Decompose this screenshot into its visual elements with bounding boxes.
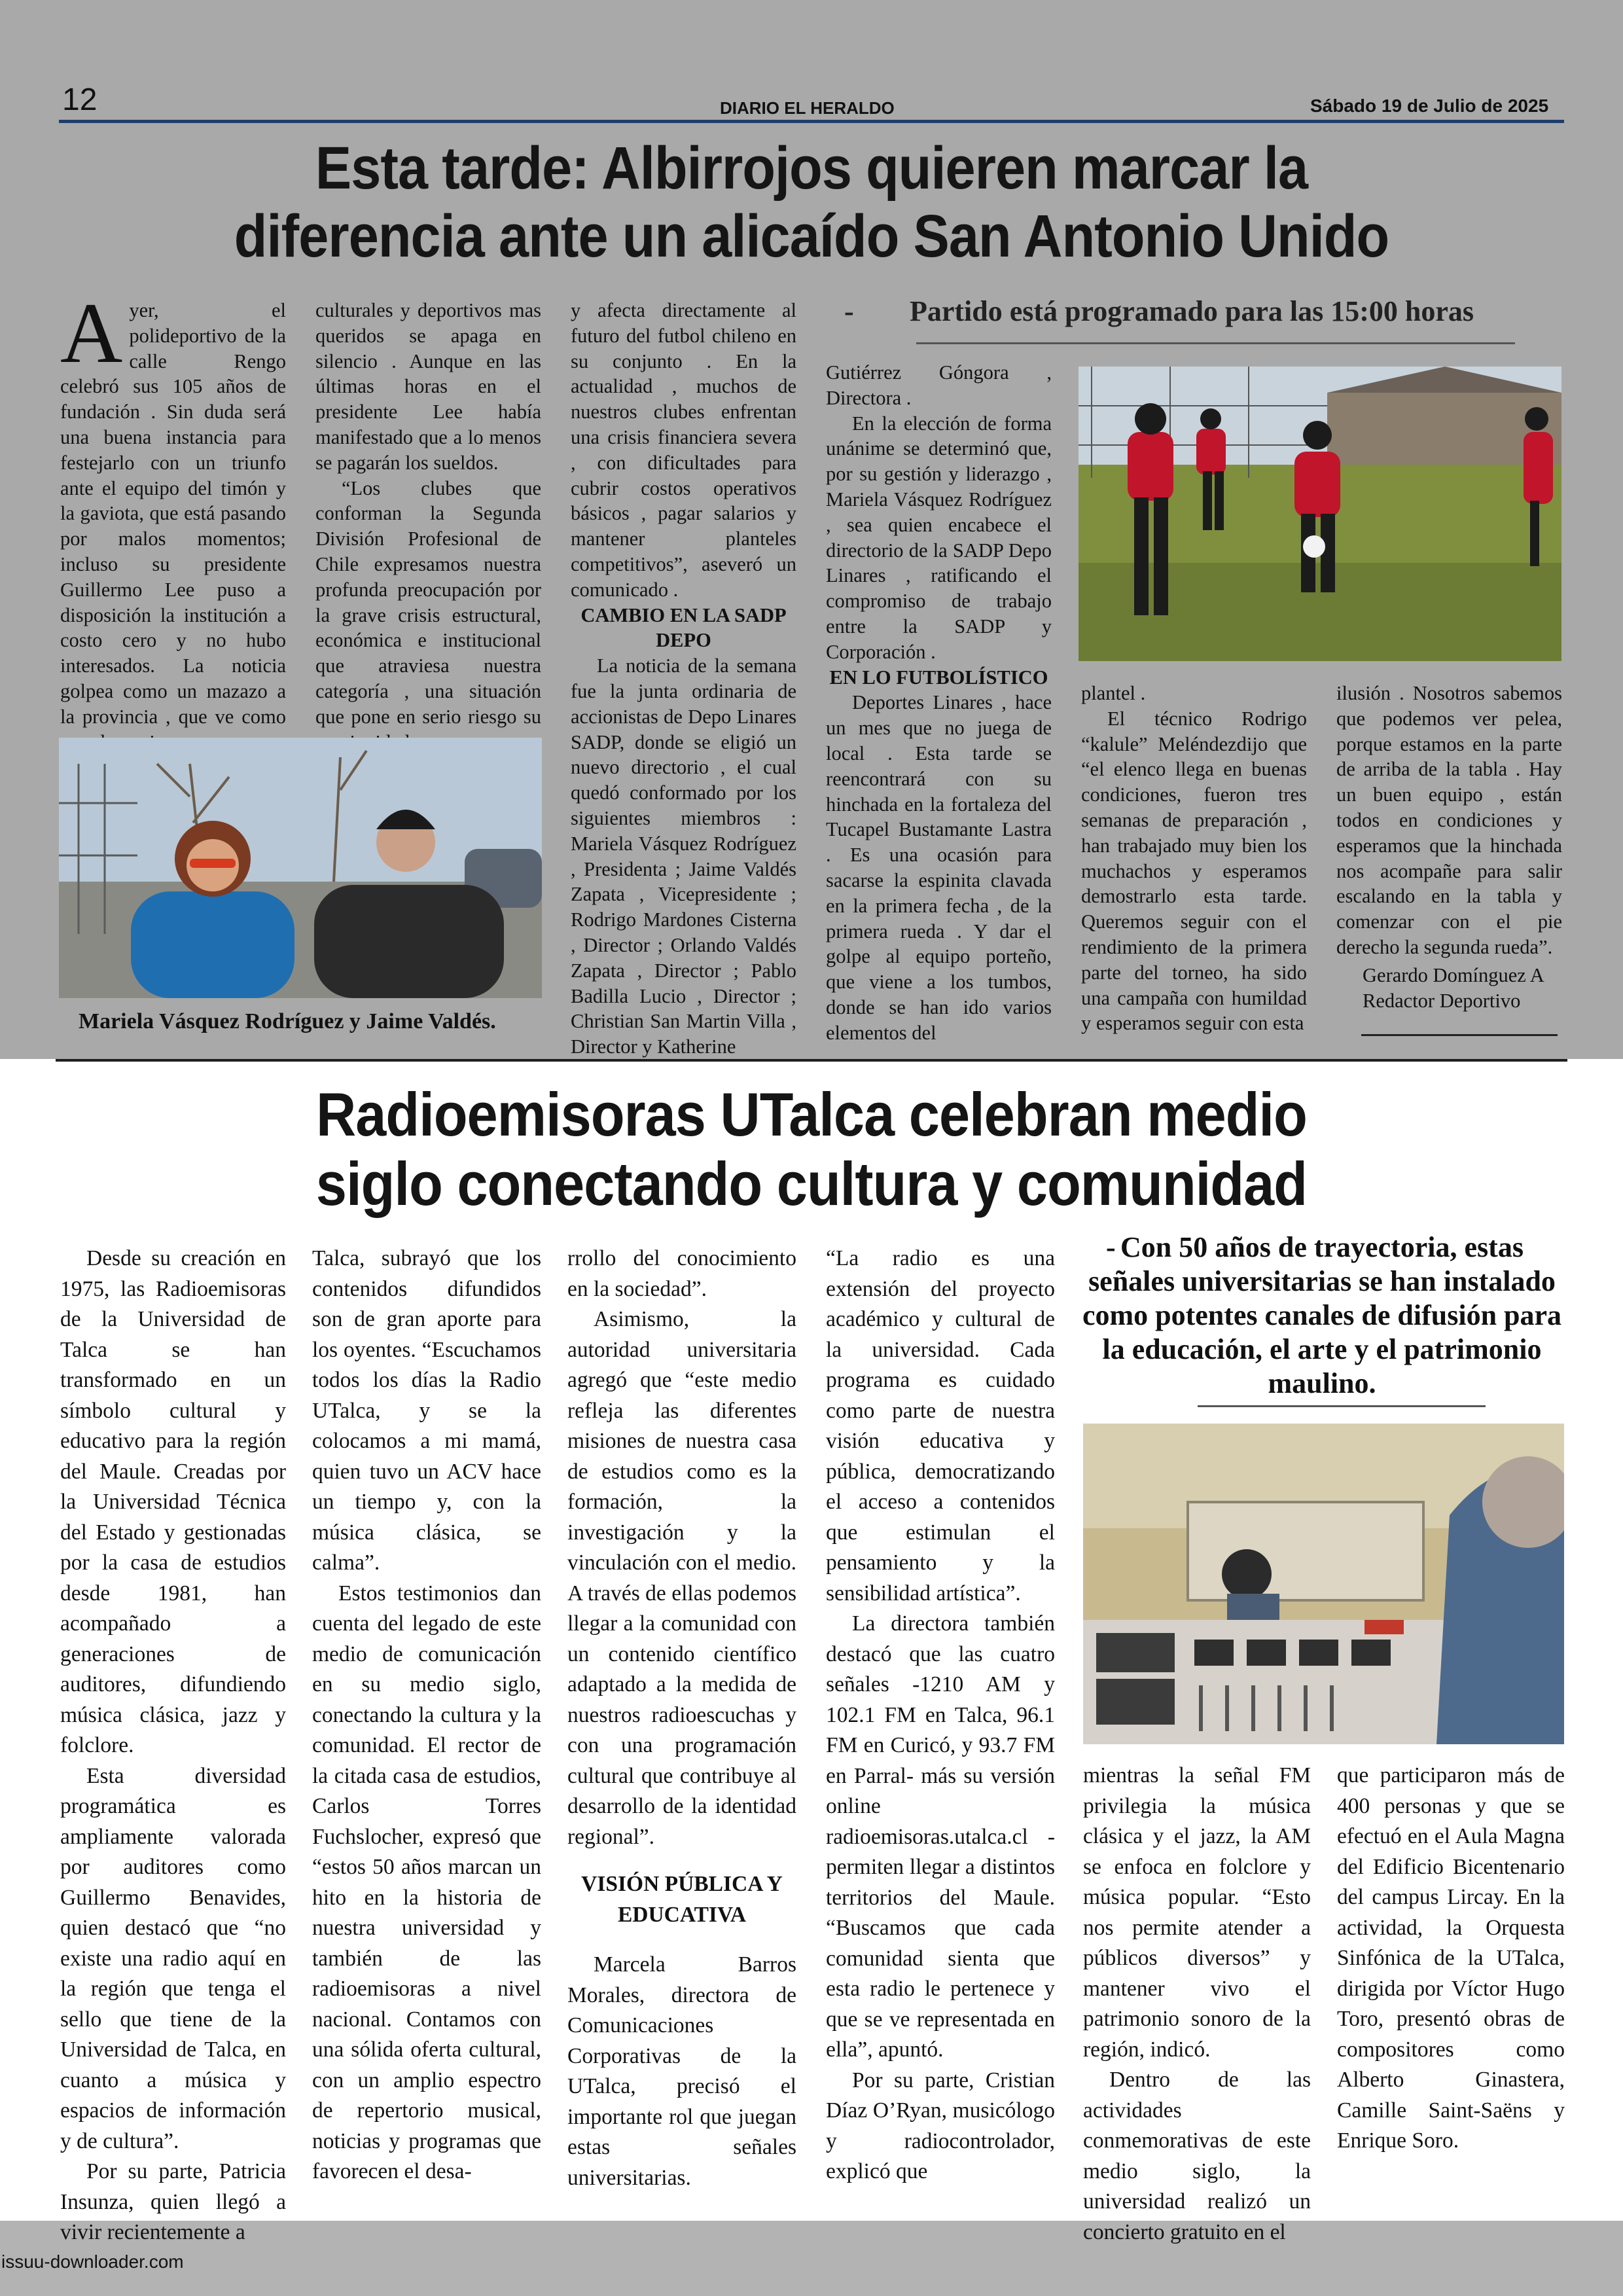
article1-col4-p3: Deportes Linares , hace un mes que no juega de local . Esta tarde se reencontrará con su hinchada en la fortaleza del Tucapel Bustamante Lastra . Es una ocasión para sacarse la espinita clavada en la primera fecha , de la primera rueda . Y dar el golpe al equipo porteño, que viene a los tumbos, donde se han ido varios elementos del: [826, 691, 1052, 1044]
article1-kicker: [844, 295, 1571, 328]
article2-subhead-vision: VISIÓN PÚBLICA Y EDUCATIVA: [581, 1872, 783, 1927]
article2-kicker-rule: [1198, 1405, 1486, 1407]
article1-column-5: [1081, 681, 1307, 1036]
radio-studio-photo: [1083, 1424, 1564, 1744]
page-number: 12: [62, 82, 98, 117]
article2-col2-p1: Talca, subrayó que los contenidos difundidos son de gran aporte para los oyentes. “Escuchamos todos los días la Radio UTalca, y se la colocamos a mi mamá, quien tuvo un ACV hace un tiempo y, con la música clásica, se calma”.: [312, 1246, 541, 1575]
article2-column-5: [1083, 1761, 1311, 2248]
article1-kicker-dash: -: [844, 295, 854, 327]
article1-col2-p2: “Los clubes que conforman la Segunda División Profesional de Chile expresamos nuestra profunda preocupación por la grave crisis estructural, económica e institucional que atraviesa nuestra categoría , una situación que pone en serio riesgo su: [315, 476, 541, 728]
article2-col2-p2: Estos testimonios dan cuenta del legado de este medio de comunicación en su medio siglo, conectando la cultura y la comunidad. El rector de la citada casa de estudios, Carlos Torres Fuchslocher, expresó que “estos 50 años marcan un hito en la historia de nuestra universidad y también de las radioemisoras a nivel nacional. Contamos con una sólida oferta cultural, con un amplio espectro de repertorio musical, noticias y programas que favorecen el desa-: [312, 1581, 541, 2183]
article2-col4-p2: La directora también destacó que las cuatro señales -1210 AM y 102.1 FM en Talca, 96.1 FM en Curicó, y 93.7 FM en Parral- más su versión online radioemisoras.utalca.cl - permiten llegar a distintos territorios del Maule. “Buscamos que cada comunidad sienta que esta radio le pertenece y que se ve representada en ella”, apuntó.: [826, 1611, 1055, 2062]
article2-column-2: [312, 1244, 541, 2187]
football-training-photo: [1079, 367, 1561, 661]
article1-headline: [134, 134, 1489, 270]
article1-column-6: [1336, 681, 1562, 1013]
article2-col3-p3: Marcela Barros Morales, directora de Comunicaciones Corporativas de la UTalca, precisó el importante rol que juegan estas señales universitarias.: [567, 1952, 796, 2190]
article1-col3-p2: La noticia de la semana fue la junta ordinaria de accionistas de Depo Linares SADP, donde se eligió un nuevo directorio , el cual quedó conformado por los siguientes miembros : Mariela Vásquez Rodríguez , Presidenta ; Jaime Valdés Zapata , Vicepresidente ; Rodrigo Mardones Cisterna , Director ; Orlando Valdés Zapata , Director ; Pablo Badilla Lucio , Director ; Christian San Martin Villa , Director y Katherine: [571, 655, 796, 1058]
article1-photo-caption: Mariela Vásquez Rodríguez y Jaime Valdés.: [79, 1009, 496, 1033]
article1-author: Gerardo Domínguez A: [1363, 963, 1544, 986]
article1-column-4: [826, 360, 1052, 1046]
article2-column-6: [1337, 1761, 1565, 2157]
issue-date: Sábado 19 de Julio de 2025: [1310, 96, 1549, 116]
article2-col6-p1: que participaron más de 400 personas y que se efectuó en el Aula Magna del Edificio Bicentenario del campus Lircay. En la actividad, la Orquesta Sinfónica de la UTalca, dirigida por Víctor Hugo Toro, presentó obras de compositores como Alberto Ginastera, Camille Saint-Saëns y Enrique Soro.: [1337, 1763, 1565, 2153]
article1-col4-p2: En la elección de forma unánime se determinó que, por su gestión y liderazgo , Mariela Vásquez Rodríguez , sea quien encabece el directorio de la SADP Depo Linares , ratificando el compromiso de trabajo entre la SADP y Corporación .: [826, 412, 1052, 663]
article2-col1-p1: Desde su creación en 1975, las Radioemisoras de la Universidad de Talca se han transformado en un símbolo cultural y educativo para la región del Maule. Creadas por la Universidad Técnica del Estado y gestionadas por la casa de estudios desde 1981, han acompañado a generaciones de auditores, difundiendo música clásica, jazz y folclore.: [60, 1246, 286, 1757]
article1-col6-p1: ilusión . Nosotros sabemos que podemos ver pelea, porque estamos en la parte de arriba de la tabla . Hay un buen equipo , están todos en condiciones y esperamos que la hinchada nos acompañe para salir escalando en la tabla y comenzar con el pie derecho la segunda rueda”.: [1336, 682, 1562, 958]
article1-column-2: [315, 298, 541, 755]
watermark-text: issuu-downloader.com: [1, 2251, 184, 2272]
author-signature-rule: [1361, 1034, 1558, 1036]
article1-column-3: [571, 298, 796, 1060]
article1-col4-p1: Gutiérrez Góngora , Directora .: [826, 361, 1052, 409]
article1-col5-p2: El técnico Rodrigo “kalule” Meléndezdijo que “el elenco llega en buenas condiciones, fueron tres semanas de preparación , han trabajado muy bien los muchachos y esperamos demostrarlo esta tarde. Queremos seguir con el rendimiento de la primera parte del torneo, ha sido una campaña con humildad y esperamos seguir con esta: [1081, 707, 1307, 1035]
article2-col1-p3: Por su parte, Patricia Insunza, quien llegó a vivir recientemente a: [60, 2159, 286, 2244]
article1-kicker-rule: [916, 342, 1515, 344]
article2-col5-p1: mientras la señal FM privilegia la música clásica y el jazz, la AM se enfoca en folclore y música popular. “Esto nos permite atender a públicos diversos” y mantener vivo el patrimonio sonoro de la región, indicó.: [1083, 1763, 1311, 2062]
article1-headline-line2: diferencia ante un alicaído San Antonio Unido: [234, 203, 1389, 270]
article2-col4-p3: Por su parte, Cristian Díaz O’Ryan, musicólogo y radiocontrolador, explicó que: [826, 2068, 1055, 2183]
article2-column-4: [826, 1244, 1055, 2187]
newspaper-name: DIARIO EL HERALDO: [720, 98, 895, 118]
article2-column-3: [567, 1244, 796, 2193]
section-divider-rule: [56, 1059, 1567, 1062]
article2-col4-p1: “La radio es una extensión del proyecto académico y cultural de la universidad. Cada programa es cuidado como parte de nuestra visión educativa y pública, democratizando el acceso a contenidos que estimulan el pensamiento y la sensibilidad artística”.: [826, 1246, 1055, 1605]
article2-headline-line2: siglo conectando cultura y comunidad: [315, 1149, 1308, 1218]
article1-kicker-text: Partido está programado para las 15:00 horas: [910, 295, 1474, 327]
article2-col1-p2: Esta diversidad programática es ampliamente valorada por auditores como Guillermo Benavides, quien destacó que “no existe una radio aquí en la región que tenga el sello que tiene de la Universidad de Talca, en cuanto a música y espacios de información y de cultura”.: [60, 1763, 286, 2153]
directors-portrait-photo: [59, 738, 542, 998]
article2-kicker: [1080, 1230, 1564, 1401]
article1-col5-p1: plantel .: [1081, 682, 1146, 704]
article2-headline: [134, 1080, 1489, 1219]
article2-col3-p1: rrollo del conocimiento en la sociedad”.: [567, 1246, 796, 1301]
article1-column-1: [60, 285, 286, 755]
article1-subhead-futbolistico: EN LO FUTBOLÍSTICO: [829, 666, 1048, 689]
header-rule: [59, 120, 1564, 123]
article2-col5-p2: Dentro de las actividades conmemorativas de este medio siglo, la universidad realizó un concierto gratuito en el: [1083, 2068, 1311, 2244]
article2-headline-line1: Radioemisoras UTalca celebran medio: [316, 1080, 1307, 1149]
article1-col3-p1: y afecta directamente al futuro del futbol chileno en su conjunto . En la actualidad , muchos de nuestros clubes enfrentan una crisis financiera severa , con dificultades para cubrir costos operativos básicos , pagar salarios y mantener planteles competitivos”, aseveró un comunicado .: [571, 299, 796, 601]
article1-author-role: Redactor Deportivo: [1363, 989, 1521, 1012]
article2-column-1: [60, 1244, 286, 2248]
article2-col3-p2: Asimismo, la autoridad universitaria agregó que “este medio refleja las diferentes misiones de nuestra casa de estudios como es la formación, la investigación y la vinculación con el medio. A través de ellas podemos llegar a la comunidad con un contenido científico adaptado a la medida de nuestros radioescuchas y con una programación cultural que contribuye al desarrollo de la identidad regional”.: [567, 1307, 796, 1849]
article1-col1-text: yer, el polideportivo de la calle Rengo celebró sus 105 años de fundación . Sin duda será una buena instancia para festejarlo con un triunfo ante el equipo del timón y la gaviota, que está pasando por malos momentos; incluso su presidente Guillermo Lee puso a disposición la institución a costo cero y no hubo interesados. La noticia golpea como un mazazo a la provincia , que ve como: [60, 299, 286, 728]
article2-kicker-text: Con 50 años de trayectoria, estas señales universitarias se han instalado como potentes canales de difusión para la educación, el arte y el patrimonio maulino.: [1082, 1231, 1562, 1399]
article1-subhead-cambio: CAMBIO EN LA SADP DEPO: [580, 603, 787, 652]
article1-headline-line1: Esta tarde: Albirrojos quieren marcar la: [315, 135, 1308, 202]
article1-dropcap: A: [60, 285, 123, 381]
article1-col2-p1: culturales y deportivos mas queridos se apaga en silencio . Aunque en las últimas horas en el presidente Lee había manifestado que a lo menos se pagarán los sueldos.: [315, 299, 541, 474]
article2-kicker-dash: -: [1106, 1231, 1116, 1263]
